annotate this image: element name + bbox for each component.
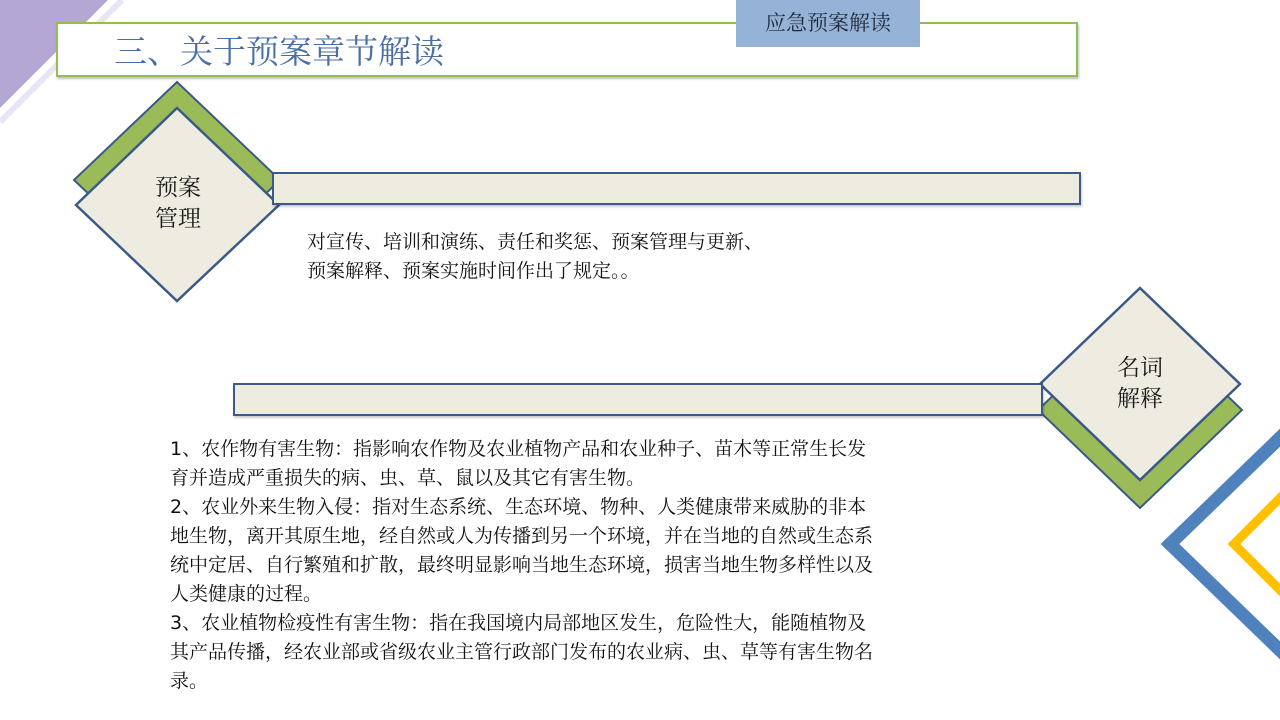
label-line: 管理: [155, 206, 201, 232]
text-line: 预案解释、预案实施时间作出了规定。。: [307, 260, 640, 282]
diamond-label-plan-management: [128, 173, 228, 235]
section-tag: 应急预案解读: [736, 0, 920, 47]
text-line: 1、农作物有害生物：指影响农作物及农业植物产品和农业种子、苗木等正常生长发: [170, 438, 867, 460]
diamond-label-glossary: [1090, 353, 1190, 415]
plan-management-text: [307, 228, 947, 286]
label-line: 名词: [1117, 355, 1163, 381]
section-bar: [233, 383, 1043, 416]
page-title: 三、关于预案章节解读: [114, 32, 444, 71]
section-bar: [272, 172, 1081, 205]
text-line: 3、农业植物检疫性有害生物：指在我国境内局部地区发生，危险性大，能随植物及: [170, 612, 867, 634]
label-line: 预案: [155, 175, 201, 201]
text-line: 人类健康的过程。: [170, 583, 323, 605]
chevron-yellow: [1234, 488, 1280, 600]
label-line: 解释: [1117, 386, 1163, 412]
text-line: 地生物，离开其原生地，经自然或人为传播到另一个环境，并在当地的自然或生态系: [170, 525, 874, 547]
text-line: 对宣传、培训和演练、责任和奖惩、预案管理与更新、: [307, 231, 764, 253]
text-line: 录。: [170, 670, 209, 692]
text-line: 统中定居、自行繁殖和扩散，最终明显影响当地生态环境，损害当地生物多样性以及: [170, 554, 874, 576]
text-line: 其产品传播，经农业部或省级农业主管行政部门发布的农业病、虫、草等有害生物名: [170, 641, 874, 663]
text-line: 2、农业外来生物入侵：指对生态系统、生态环境、物种、人类健康带来威胁的非本: [170, 496, 867, 518]
glossary-text: [170, 435, 1060, 696]
text-line: 育并造成严重损失的病、虫、草、鼠以及其它有害生物。: [170, 467, 646, 489]
